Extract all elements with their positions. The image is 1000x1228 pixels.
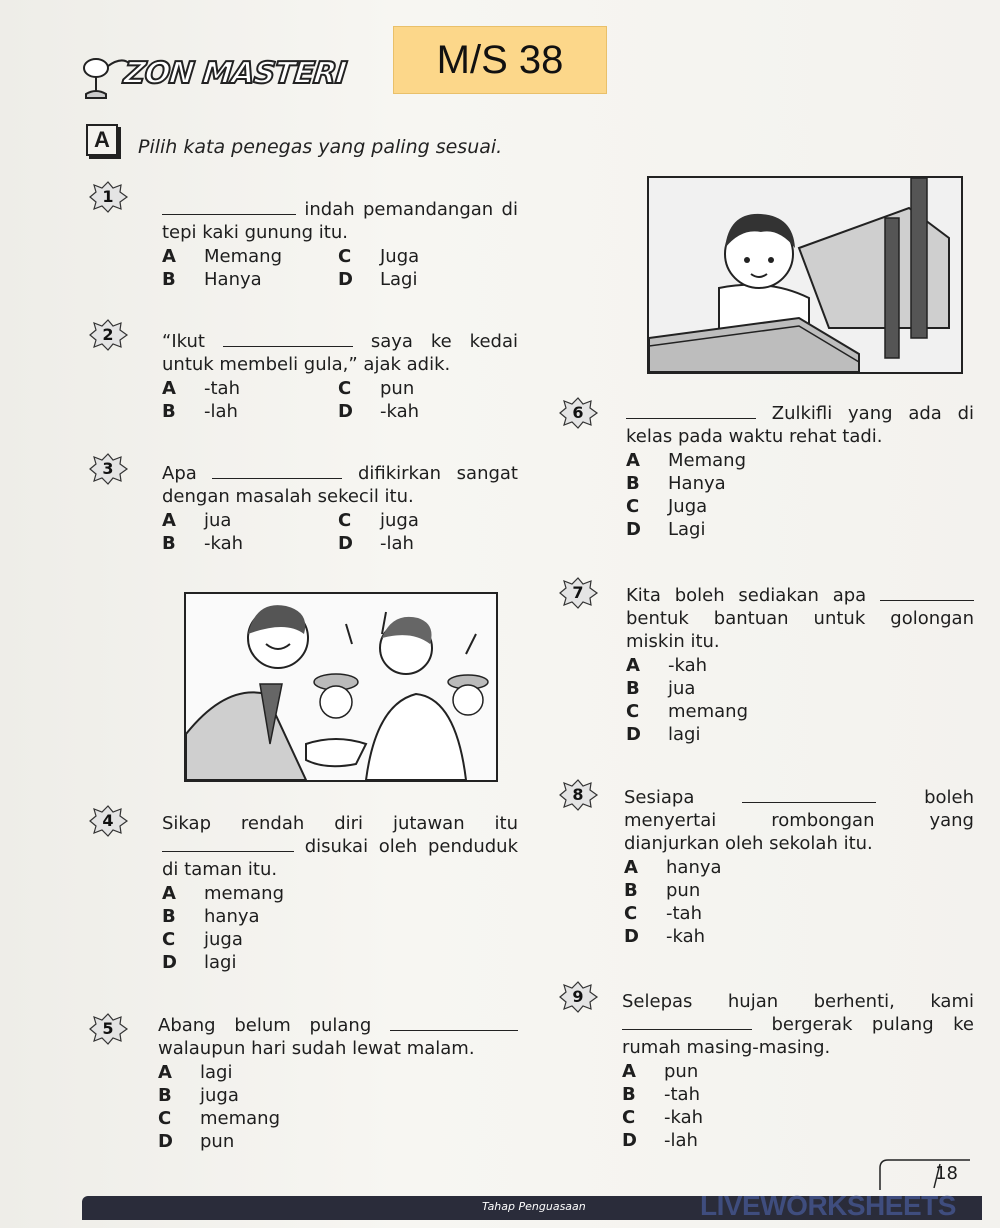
question-number-9: 9	[556, 980, 600, 1014]
option[interactable]: B pun	[624, 880, 701, 901]
option[interactable]: A Memang	[626, 450, 747, 471]
option[interactable]: A lagi	[158, 1062, 233, 1083]
option[interactable]: D -lah	[338, 533, 414, 554]
option[interactable]: C memang	[158, 1108, 281, 1129]
option[interactable]: A -tah	[162, 378, 240, 399]
page-code: M/S 38	[436, 38, 564, 82]
option[interactable]: A -kah	[626, 655, 708, 676]
question-number-2: 2	[86, 318, 130, 352]
option[interactable]: C -kah	[622, 1107, 704, 1128]
option[interactable]: B jua	[626, 678, 696, 699]
option[interactable]: D -lah	[622, 1130, 698, 1151]
option[interactable]: B juga	[158, 1085, 239, 1106]
option[interactable]: D Lagi	[626, 519, 706, 540]
footer-bar-text: Tahap Penguasaan	[482, 1200, 586, 1213]
options	[162, 377, 518, 423]
handshake-illustration	[184, 592, 498, 782]
liveworksheets-watermark: LIVEWORKSHEETS	[700, 1190, 956, 1221]
option[interactable]: C juga	[162, 929, 243, 950]
question-stem: Sikap rendah diri jutawan itu disukai oleh penduduk di taman itu.	[162, 813, 518, 880]
option[interactable]: B Hanya	[626, 473, 726, 494]
option[interactable]: D lagi	[626, 724, 701, 745]
option[interactable]: D pun	[158, 1131, 235, 1152]
answer-blank[interactable]	[622, 1013, 752, 1030]
question-stem: Abang belum pulang walaupun hari sudah lewat malam.	[158, 1014, 518, 1060]
question-number-7: 7	[556, 576, 600, 610]
section-label: A	[86, 124, 118, 156]
question-number-8: 8	[556, 778, 600, 812]
answer-blank[interactable]	[390, 1014, 518, 1031]
question-stem: “Ikut saya ke kedai untuk membeli gula,” ajak adik.	[162, 331, 518, 375]
question-stem: Kita boleh sediakan apa bentuk bantuan untuk golongan miskin itu.	[626, 585, 974, 652]
option[interactable]: C Juga	[338, 246, 420, 267]
question-5	[158, 1014, 518, 1153]
question-1	[162, 198, 518, 291]
classroom-illustration	[647, 176, 963, 374]
page-number: 18	[935, 1163, 958, 1184]
option[interactable]: A pun	[622, 1061, 699, 1082]
question-stem: Zulkifli yang ada di kelas pada waktu rehat tadi.	[626, 403, 974, 447]
question-number-1: 1	[86, 180, 130, 214]
answer-blank[interactable]	[626, 402, 756, 419]
question-6	[626, 402, 974, 541]
options	[158, 1061, 518, 1153]
instruction-text: Pilih kata penegas yang paling sesuai.	[138, 136, 503, 158]
answer-blank[interactable]	[742, 786, 876, 803]
option[interactable]: D -kah	[624, 926, 706, 947]
option[interactable]: C memang	[626, 701, 749, 722]
option[interactable]: A hanya	[624, 857, 722, 878]
question-4	[162, 812, 518, 974]
option[interactable]: C juga	[338, 510, 419, 531]
question-9	[622, 990, 974, 1152]
question-stem: indah pemandangan di tepi kaki gunung itu.	[162, 199, 518, 243]
question-number-3: 3	[86, 452, 130, 486]
question-stem: Apa difikirkan sangat dengan masalah sekecil itu.	[162, 463, 518, 507]
question-7	[626, 584, 974, 746]
options	[624, 856, 974, 948]
question-number-5: 5	[86, 1012, 130, 1046]
options	[162, 882, 518, 974]
answer-blank[interactable]	[880, 584, 974, 601]
options	[162, 245, 518, 291]
option[interactable]: D -kah	[338, 401, 420, 422]
question-number-6: 6	[556, 396, 600, 430]
option[interactable]: B hanya	[162, 906, 260, 927]
option[interactable]: B -lah	[162, 401, 238, 422]
options	[162, 509, 518, 555]
answer-blank[interactable]	[223, 330, 353, 347]
option[interactable]: B -kah	[162, 533, 244, 554]
question-3	[162, 462, 518, 555]
question-8	[624, 786, 974, 948]
options	[626, 449, 974, 541]
question-2	[162, 330, 518, 423]
option[interactable]: A jua	[162, 510, 232, 531]
logo-text: ZON MASTERI	[122, 56, 348, 91]
answer-blank[interactable]	[162, 835, 294, 852]
options	[626, 654, 974, 746]
options	[622, 1060, 974, 1152]
option[interactable]: B -tah	[622, 1084, 700, 1105]
question-number-4: 4	[86, 804, 130, 838]
answer-blank[interactable]	[212, 462, 342, 479]
zon-masteri-logo	[82, 48, 372, 102]
question-stem: Selepas hujan berhenti, kami bergerak pulang ke rumah masing-masing.	[622, 991, 974, 1058]
option[interactable]: A Memang	[162, 246, 283, 267]
option[interactable]: B Hanya	[162, 269, 262, 290]
option[interactable]: C pun	[338, 378, 415, 399]
page-code-box	[393, 26, 607, 94]
question-stem: Sesiapa boleh menyertai rombongan yang dianjurkan oleh sekolah itu.	[624, 787, 974, 854]
option[interactable]: C Juga	[626, 496, 708, 517]
option[interactable]: C -tah	[624, 903, 702, 924]
page-number-box	[876, 1158, 972, 1192]
option[interactable]: A memang	[162, 883, 285, 904]
option[interactable]: D Lagi	[338, 269, 418, 290]
option[interactable]: D lagi	[162, 952, 237, 973]
answer-blank[interactable]	[162, 198, 296, 215]
